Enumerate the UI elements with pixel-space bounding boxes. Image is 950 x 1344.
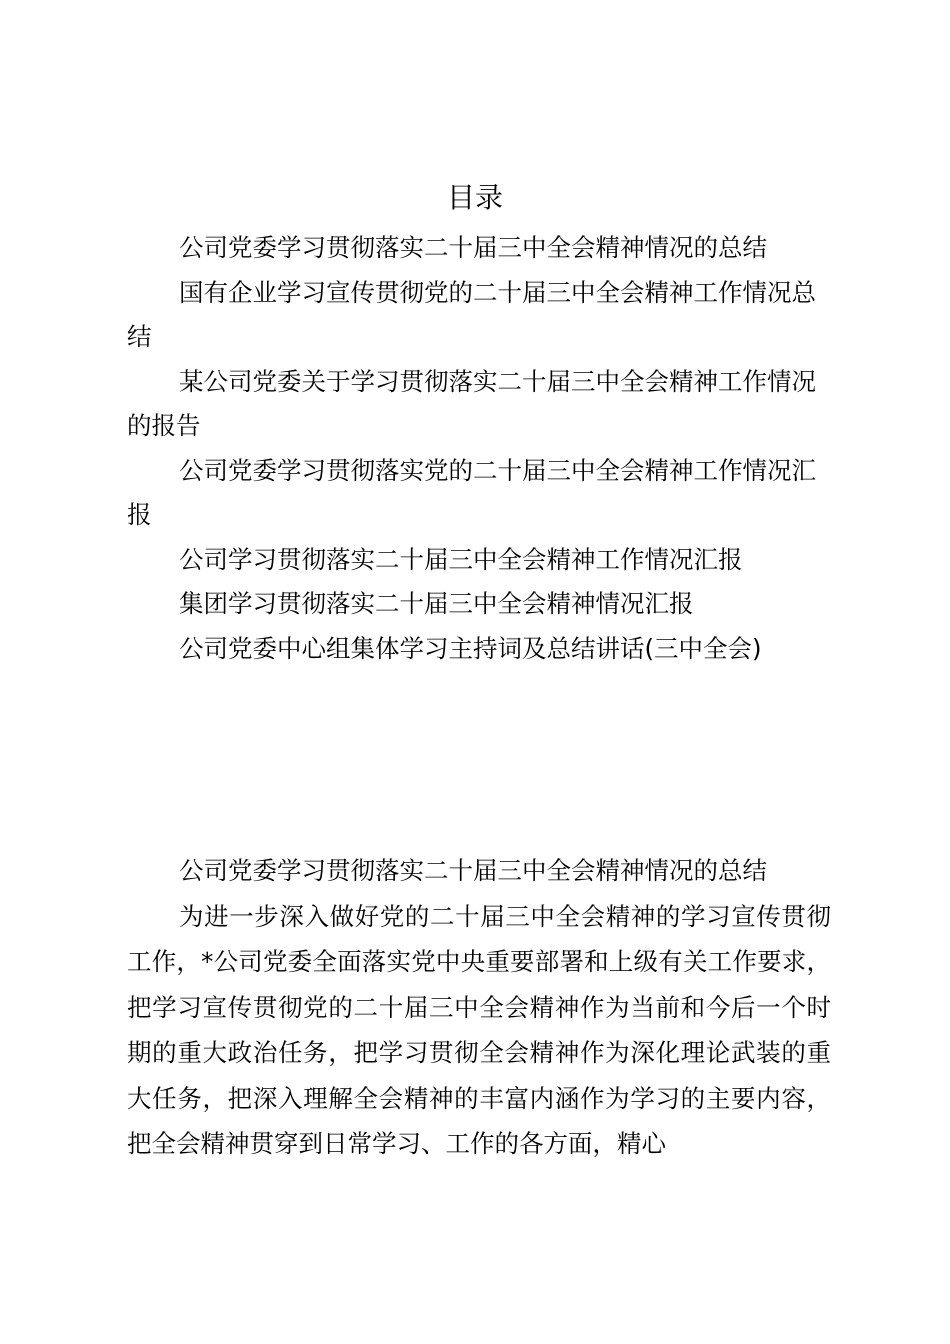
toc-item[interactable]: 国有企业学习宣传贯彻党的二十届三中全会精神工作情况总结 — [127, 277, 816, 351]
table-of-contents — [127, 226, 825, 671]
toc-item[interactable]: 公司党委学习贯彻落实二十届三中全会精神情况的总结 — [179, 233, 767, 262]
document-heading: 公司党委学习贯彻落实二十届三中全会精神情况的总结 — [179, 856, 767, 885]
toc-item[interactable]: 公司党委中心组集体学习主持词及总结讲话(三中全会) — [179, 633, 762, 663]
toc-item[interactable]: 某公司党委关于学习贯彻落实二十届三中全会精神工作情况的报告 — [127, 366, 816, 440]
toc-title: 目录 — [446, 181, 503, 214]
body-paragraph: 为进一步深入做好党的二十届三中全会精神的学习宣传贯彻工作，*公司党委全面落实党中央重要部署和上级有关工作要求，把学习宣传贯彻党的二十届三中全会精神作为当前和今后一个时期的重大政治任务，把学习贯彻全会精神作为深化理论武装的重大任务，把深入理解全会精神的丰富内涵作为学习的主要内容，把全会精神贯穿到日常学习、工作的各方面，精心 — [127, 901, 831, 1158]
toc-item[interactable]: 集团学习贯彻落实二十届三中全会精神情况汇报 — [179, 589, 694, 618]
toc-item[interactable]: 公司学习贯彻落实二十届三中全会精神工作情况汇报 — [179, 544, 743, 574]
toc-item[interactable]: 公司党委学习贯彻落实党的二十届三中全会精神工作情况汇报 — [127, 455, 816, 529]
document-body — [127, 848, 831, 1167]
